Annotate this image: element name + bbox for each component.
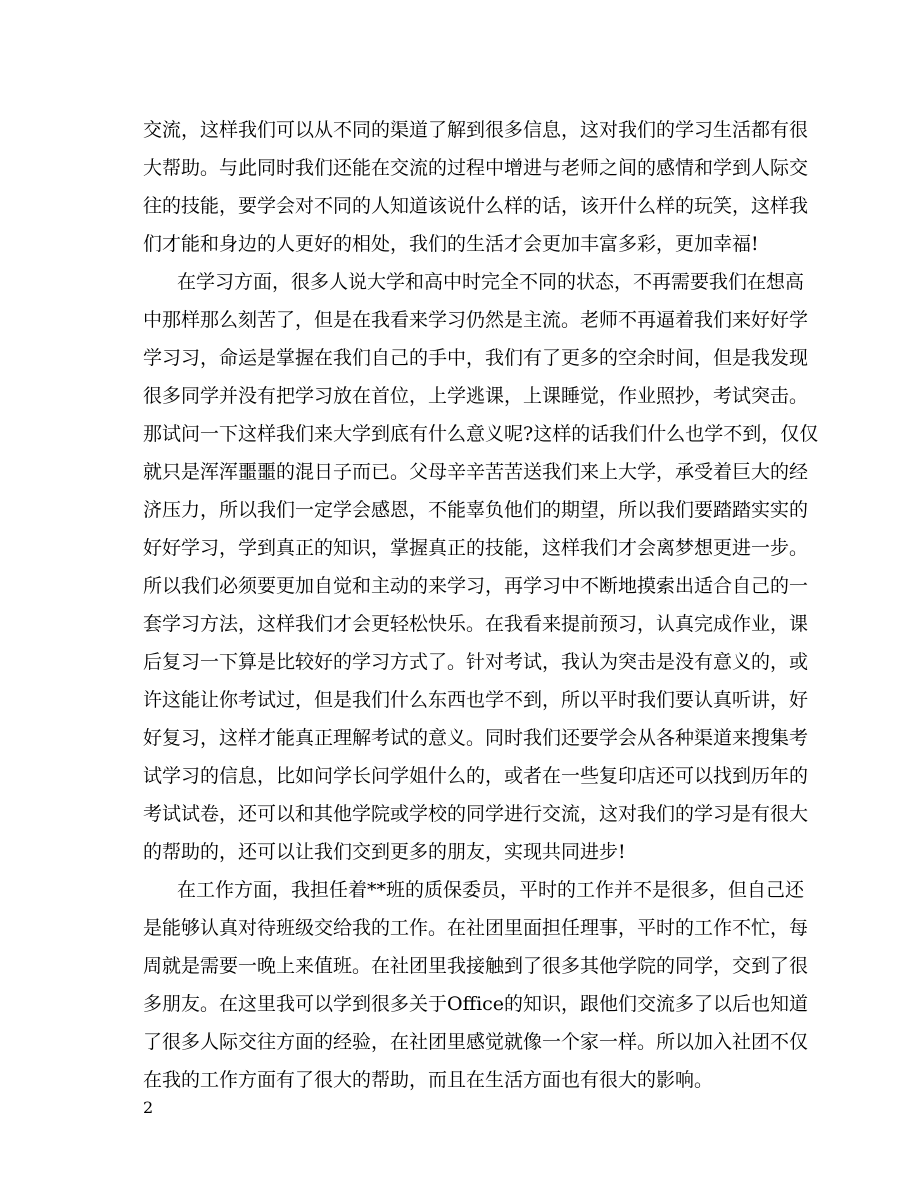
text-line-18: 试学习的信息，比如问学长问学姐什么的，或者在一些复印店还可以找到历年的 xyxy=(143,765,809,787)
text-line-3: 往的技能，要学会对不同的人知道该说什么样的话，该开什么样的玩笑，这样我 xyxy=(143,195,809,217)
text-line-22: 是能够认真对待班级交给我的工作。在社团里面担任理事，平时的工作不忙，每 xyxy=(143,917,809,939)
text-line-14: 套学习方法，这样我们才会更轻松快乐。在我看来提前预习，认真完成作业，课 xyxy=(143,613,809,635)
text-line-26: 在我的工作方面有了很大的帮助，而且在生活方面也有很大的影响。 xyxy=(143,1069,714,1091)
text-line-13: 所以我们必须要更加自觉和主动的来学习，再学习中不断地摸索出适合自己的一 xyxy=(143,575,809,597)
text-line-15: 后复习一下算是比较好的学习方式了。针对考试，我认为突击是没有意义的，或 xyxy=(143,651,809,673)
text-line-5: 在学习方面，很多人说大学和高中时完全不同的状态，不再需要我们在想高 xyxy=(177,271,805,293)
text-line-11: 济压力，所以我们一定学会感恩，不能辜负他们的期望，所以我们要踏踏实实的 xyxy=(143,499,809,521)
text-line-19: 考试试卷，还可以和其他学院或学校的同学进行交流，这对我们的学习是有很大 xyxy=(143,803,809,825)
text-line-9: 那试问一下这样我们来大学到底有什么意义呢?这样的话我们什么也学不到，仅仅 xyxy=(143,423,819,445)
text-line-21: 在工作方面，我担任着**班的质保委员，平时的工作并不是很多，但自己还 xyxy=(177,879,805,901)
page-number: 2 xyxy=(143,1098,154,1117)
text-line-1: 交流，这样我们可以从不同的渠道了解到很多信息，这对我们的学习生活都有很 xyxy=(143,119,809,141)
text-line-17: 好复习，这样才能真正理解考试的意义。同时我们还要学会从各种渠道来搜集考 xyxy=(143,727,809,749)
text-line-7: 学习习，命运是掌握在我们自己的手中，我们有了更多的空余时间，但是我发现 xyxy=(143,347,809,369)
text-line-25: 了很多人际交往方面的经验，在社团里感觉就像一个家一样。所以加入社团不仅 xyxy=(143,1031,809,1053)
text-line-20: 的帮助的，还可以让我们交到更多的朋友，实现共同进步! xyxy=(143,841,626,863)
text-line-2: 大帮助。与此同时我们还能在交流的过程中增进与老师之间的感情和学到人际交 xyxy=(143,157,809,179)
text-line-8: 很多同学并没有把学习放在首位，上学逃课，上课睡觉，作业照抄，考试突击。 xyxy=(143,385,809,407)
text-line-23: 周就是需要一晚上来值班。在社团里我接触到了很多其他学院的同学，交到了很 xyxy=(143,955,809,977)
text-line-12: 好好学习，学到真正的知识，掌握真正的技能，这样我们才会离梦想更进一步。 xyxy=(143,537,809,559)
text-line-10: 就只是浑浑噩噩的混日子而已。父母辛辛苦苦送我们来上大学，承受着巨大的经 xyxy=(143,461,809,483)
text-line-6: 中那样那么刻苦了，但是在我看来学习仍然是主流。老师不再逼着我们来好好学 xyxy=(143,309,809,331)
text-line-24: 多朋友。在这里我可以学到很多关于Office的知识，跟他们交流多了以后也知道 xyxy=(143,993,809,1015)
text-line-16: 许这能让你考试过，但是我们什么东西也学不到，所以平时我们要认真听讲，好 xyxy=(143,689,809,711)
text-line-4: 们才能和身边的人更好的相处，我们的生活才会更加丰富多彩，更加幸福! xyxy=(143,233,759,255)
